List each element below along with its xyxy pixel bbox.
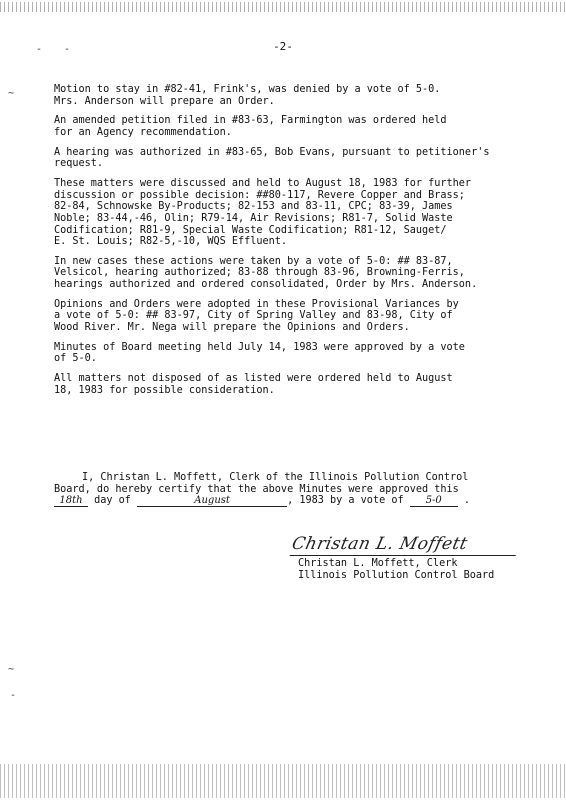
scan-noise-bottom	[0, 764, 566, 798]
margin-mark: -	[36, 44, 43, 55]
margin-mark: -	[10, 690, 17, 701]
paragraph: Opinions and Orders were adopted in these Provisional Variances by a vote of 5-0: ## 83-97, City of Spring Valley and 83-98, City of Wood River. Mr. Nega will prepare the Opinions and Orders.	[54, 298, 459, 334]
page-number: -2-	[273, 40, 293, 53]
margin-mark: -	[64, 44, 71, 55]
minutes-body	[54, 84, 542, 405]
margin-mark: ~	[8, 664, 15, 675]
certification-line-3: 18th day of August , 1983 by a vote of 5-0 .	[54, 495, 524, 507]
certification-block	[54, 472, 524, 507]
paragraph: In new cases these actions were taken by a vote of 5-0: ## 83-87, Velsicol, hearing authorized; 83-88 through 83-96, Browning-Ferris, hearings authorized and ordered consolidated, Order by Mrs. Anderson.	[54, 255, 478, 291]
paragraph: An amended petition filed in #83-63, Farmington was ordered held for an Agency recommendation.	[54, 115, 447, 138]
signer-name: Christan L. Moffett, Clerk	[298, 558, 458, 569]
handwritten-signature: Christan L. Moffett	[290, 534, 521, 556]
paragraph: These matters were discussed and held to August 18, 1983 for further discussion or possible decision: ##80-117, Revere Copper and Brass; 82-84, Schnowske By-Products; 82-153 and 83-11, CPC; 83-39, James Noble; 83-44,-46, Olin; R79-14, Air Revisions; R81-7, Solid Waste Codification; R81-9, Special Waste Codification; R81-12, Sauget/ E. St. Louis; R82-5,-10, WQS Effluent.	[54, 178, 472, 248]
certification-line-2: Board, do hereby certify that the above Minutes were approved this	[54, 483, 459, 495]
paragraph: All matters not disposed of as listed were ordered held to August 18, 1983 for possible consideration.	[54, 373, 453, 396]
margin-mark: ~	[8, 88, 15, 99]
signer-title: Illinois Pollution Control Board	[298, 569, 495, 581]
month-field: August	[137, 496, 287, 507]
paragraph: A hearing was authorized in #83-65, Bob Evans, pursuant to petitioner's request.	[54, 146, 490, 170]
signature-block	[292, 534, 524, 581]
certification-line-1: I, Christan L. Moffett, Clerk of the Illinois Pollution Control	[82, 472, 469, 483]
vote-field: 5-0	[410, 496, 458, 507]
day-field: 18th	[54, 496, 88, 507]
paragraph: Minutes of Board meeting held July 14, 1983 were approved by a vote of 5-0.	[54, 341, 465, 365]
scan-noise-top	[0, 2, 566, 12]
paragraph: Motion to stay in #82-41, Frink's, was denied by a vote of 5-0. Mrs. Anderson will prepare an Order.	[54, 84, 441, 107]
